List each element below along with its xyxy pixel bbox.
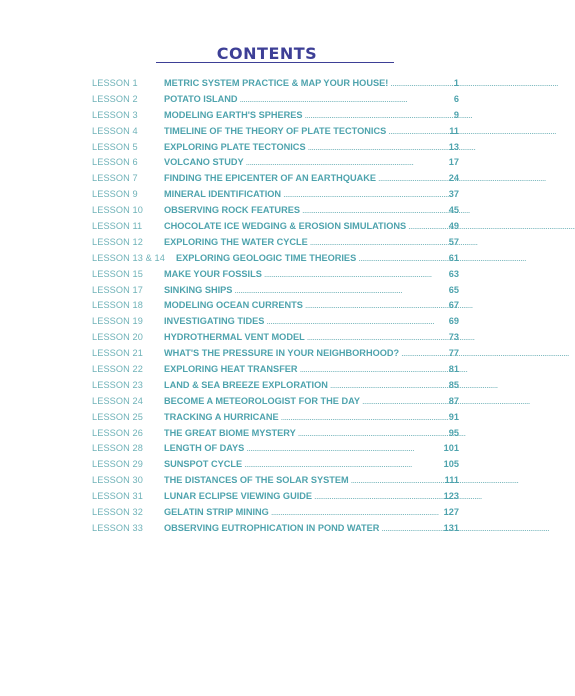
toc-entry: [164, 378, 459, 394]
toc-page-number: 24: [448, 173, 459, 184]
toc-entry: [164, 330, 459, 346]
toc-row: [92, 219, 459, 235]
toc-page-number: 37: [448, 189, 459, 200]
toc-page-number: 111: [444, 475, 459, 486]
toc-entry: [164, 441, 459, 457]
toc-dot-leader: [246, 155, 447, 171]
toc-dot-leader: [310, 235, 447, 251]
toc-lesson-title: WHAT'S THE PRESSURE IN YOUR NEIGHBORHOOD?: [164, 348, 400, 359]
toc-entry: [164, 362, 459, 378]
toc-entry: [164, 426, 459, 442]
toc-lesson-title: VOLCANO STUDY: [164, 157, 244, 168]
toc-entry: [164, 314, 459, 330]
toc-row: [92, 267, 459, 283]
toc-row: [92, 441, 459, 457]
toc-lesson-number: LESSON 31: [92, 491, 143, 502]
toc-dot-leader: [234, 283, 446, 299]
toc-lesson-number: LESSON 11: [92, 221, 143, 232]
toc-row: [92, 330, 459, 346]
toc-entry: [164, 92, 459, 108]
toc-dot-leader: [281, 410, 447, 426]
toc-lesson-number: LESSON 5: [92, 141, 138, 152]
toc-dot-leader: [298, 426, 447, 442]
toc-lesson-number: LESSON 20: [92, 332, 143, 343]
toc-entry: [164, 219, 459, 235]
toc-lesson-title: EXPLORING THE WATER CYCLE: [164, 236, 308, 247]
toc-page-number: 49: [448, 221, 459, 232]
toc-row: [92, 298, 459, 314]
toc-dot-leader: [351, 473, 443, 489]
toc-entry: [164, 394, 459, 410]
table-of-contents: [92, 76, 459, 537]
toc-page-number: 131: [443, 522, 459, 533]
toc-page-number: 123: [443, 491, 459, 502]
toc-lesson-title: OBSERVING EUTROPHICATION IN POND WATER: [164, 522, 380, 533]
toc-page-number: 17: [448, 157, 459, 168]
toc-row: [92, 362, 459, 378]
toc-lesson-title: MINERAL IDENTIFICATION: [164, 189, 282, 200]
toc-dot-leader: [264, 267, 447, 283]
toc-dot-leader: [330, 378, 447, 394]
toc-dot-leader: [401, 346, 447, 362]
toc-lesson-title: LUNAR ECLIPSE VIEWING GUIDE: [164, 491, 313, 502]
toc-row: [92, 505, 459, 521]
toc-page-number: 45: [448, 205, 459, 216]
toc-page-number: 9: [453, 109, 459, 120]
toc-row: [92, 187, 459, 203]
toc-lesson-number: LESSON 15: [92, 268, 143, 279]
toc-row: [92, 473, 459, 489]
toc-entry: [164, 267, 459, 283]
toc-entry: [164, 155, 459, 171]
toc-lesson-number: LESSON 29: [92, 459, 143, 470]
toc-lesson-number: LESSON 17: [92, 284, 143, 295]
page-title: CONTENTS: [216, 44, 318, 63]
toc-page-number: 63: [448, 268, 459, 279]
toc-dot-leader: [358, 251, 447, 267]
toc-lesson-title: INVESTIGATING TIDES: [164, 316, 265, 327]
toc-dot-leader: [308, 140, 447, 156]
toc-dot-leader: [283, 187, 447, 203]
toc-page-number: 91: [448, 411, 459, 422]
toc-entry: [176, 251, 459, 267]
toc-page-number: 1: [453, 78, 459, 88]
toc-lesson-number: LESSON 1: [92, 78, 138, 88]
toc-page-number: 101: [443, 443, 459, 454]
toc-lesson-title: TRACKING A HURRICANE: [164, 411, 279, 422]
toc-row: [92, 124, 459, 140]
toc-entry: [164, 521, 459, 537]
toc-entry: [164, 76, 459, 92]
toc-lesson-number: LESSON 19: [92, 316, 143, 327]
toc-lesson-title: POTATO ISLAND: [164, 93, 238, 104]
toc-entry: [164, 108, 459, 124]
toc-row: [92, 283, 459, 299]
toc-entry: [164, 187, 459, 203]
toc-dot-leader: [240, 92, 452, 108]
toc-lesson-number: LESSON 6: [92, 157, 138, 168]
toc-page-number: 11: [449, 125, 459, 136]
toc-page-number: 69: [448, 316, 459, 327]
toc-row: [92, 314, 459, 330]
toc-dot-leader: [390, 76, 452, 92]
toc-lesson-number: LESSON 18: [92, 300, 143, 311]
toc-lesson-number: LESSON 21: [92, 348, 143, 359]
toc-dot-leader: [304, 108, 451, 124]
toc-row: [92, 346, 459, 362]
toc-row: [92, 171, 459, 187]
toc-row: [92, 203, 459, 219]
toc-entry: [164, 298, 459, 314]
toc-lesson-title: THE DISTANCES OF THE SOLAR SYSTEM: [164, 475, 349, 486]
toc-lesson-title: THE GREAT BIOME MYSTERY: [164, 427, 296, 438]
toc-lesson-number: LESSON 26: [92, 427, 143, 438]
toc-row: [92, 140, 459, 156]
toc-lesson-title: METRIC SYSTEM PRACTICE & MAP YOUR HOUSE!: [164, 78, 389, 88]
toc-page-number: 77: [448, 348, 459, 359]
toc-lesson-number: LESSON 7: [92, 173, 138, 184]
toc-entry: [164, 410, 459, 426]
toc-lesson-title: BECOME A METEOROLOGIST FOR THE DAY: [164, 395, 361, 406]
toc-entry: [164, 283, 459, 299]
toc-page-number: 127: [443, 507, 459, 518]
toc-row: [92, 155, 459, 171]
toc-dot-leader: [408, 219, 447, 235]
toc-page-number: 73: [448, 332, 459, 343]
toc-page-number: 85: [448, 379, 459, 390]
toc-page-number: 65: [448, 284, 459, 295]
toc-row: [92, 521, 459, 537]
toc-lesson-number: LESSON 22: [92, 364, 143, 375]
toc-lesson-title: EXPLORING PLATE TECTONICS: [164, 141, 306, 152]
toc-dot-leader: [381, 521, 441, 537]
toc-lesson-title: LAND & SEA BREEZE EXPLORATION: [164, 379, 328, 390]
toc-row: [92, 92, 459, 108]
toc-lesson-title: MODELING EARTH'S SPHERES: [164, 109, 303, 120]
toc-dot-leader: [244, 457, 442, 473]
toc-lesson-number: LESSON 2: [92, 93, 138, 104]
toc-lesson-title: OBSERVING ROCK FEATURES: [164, 205, 300, 216]
toc-lesson-number: LESSON 4: [92, 125, 138, 136]
toc-lesson-title: MODELING OCEAN CURRENTS: [164, 300, 303, 311]
toc-row: [92, 394, 459, 410]
toc-dot-leader: [305, 298, 447, 314]
toc-row: [92, 251, 459, 267]
toc-dot-leader: [314, 489, 442, 505]
toc-lesson-title: HYDROTHERMAL VENT MODEL: [164, 332, 305, 343]
toc-lesson-title: FINDING THE EPICENTER OF AN EARTHQUAKE: [164, 173, 376, 184]
toc-entry: [164, 203, 459, 219]
toc-lesson-number: LESSON 24: [92, 395, 143, 406]
toc-lesson-number: LESSON 3: [92, 109, 138, 120]
toc-lesson-title: MAKE YOUR FOSSILS: [164, 268, 262, 279]
toc-entry: [164, 473, 459, 489]
toc-lesson-number: LESSON 13 & 14: [92, 252, 165, 263]
toc-lesson-number: LESSON 28: [92, 443, 143, 454]
toc-page-number: 105: [443, 459, 459, 470]
toc-entry: [164, 140, 459, 156]
toc-row: [92, 378, 459, 394]
toc-page-number: 61: [448, 252, 459, 263]
toc-entry: [164, 124, 459, 140]
toc-lesson-title: SINKING SHIPS: [164, 284, 233, 295]
toc-lesson-title: LENGTH OF DAYS: [164, 443, 245, 454]
toc-dot-leader: [307, 330, 447, 346]
toc-row: [92, 457, 459, 473]
toc-page-number: 95: [448, 427, 459, 438]
toc-lesson-number: LESSON 23: [92, 379, 143, 390]
toc-page-number: 13: [448, 141, 459, 152]
toc-row: [92, 410, 459, 426]
toc-lesson-number: LESSON 9: [92, 189, 138, 200]
toc-lesson-number: LESSON 10: [92, 205, 143, 216]
toc-entry: [164, 505, 459, 521]
toc-dot-leader: [302, 203, 447, 219]
toc-lesson-title: EXPLORING HEAT TRANSFER: [164, 364, 298, 375]
toc-row: [92, 426, 459, 442]
toc-dot-leader: [271, 505, 442, 521]
toc-entry: [164, 457, 459, 473]
toc-lesson-title: EXPLORING GEOLOGIC TIME THEORIES: [176, 252, 357, 263]
toc-row: [92, 76, 459, 92]
toc-dot-leader: [246, 441, 441, 457]
toc-lesson-number: LESSON 33: [92, 522, 143, 533]
toc-lesson-number: LESSON 25: [92, 411, 143, 422]
toc-page-number: 67: [448, 300, 459, 311]
toc-dot-leader: [266, 314, 446, 330]
toc-row: [92, 489, 459, 505]
toc-entry: [164, 346, 459, 362]
toc-entry: [164, 171, 459, 187]
toc-lesson-number: LESSON 12: [92, 236, 143, 247]
toc-entry: [164, 489, 459, 505]
toc-dot-leader: [378, 171, 447, 187]
toc-entry: [164, 235, 459, 251]
toc-lesson-title: SUNSPOT CYCLE: [164, 459, 243, 470]
toc-page-number: 57: [448, 236, 459, 247]
toc-lesson-title: CHOCOLATE ICE WEDGING & EROSION SIMULATIONS: [164, 221, 407, 232]
toc-lesson-title: GELATIN STRIP MINING: [164, 507, 269, 518]
toc-row: [92, 235, 459, 251]
toc-lesson-number: LESSON 32: [92, 507, 143, 518]
toc-page-number: 6: [453, 93, 459, 104]
toc-dot-leader: [362, 394, 447, 410]
toc-page-number: 87: [448, 395, 459, 406]
toc-lesson-number: LESSON 30: [92, 475, 143, 486]
toc-page-number: 81: [448, 364, 459, 375]
toc-lesson-title: TIMELINE OF THE THEORY OF PLATE TECTONICS: [164, 125, 387, 136]
title-underline: [156, 62, 394, 63]
toc-dot-leader: [388, 124, 447, 140]
toc-dot-leader: [300, 362, 447, 378]
toc-row: [92, 108, 459, 124]
